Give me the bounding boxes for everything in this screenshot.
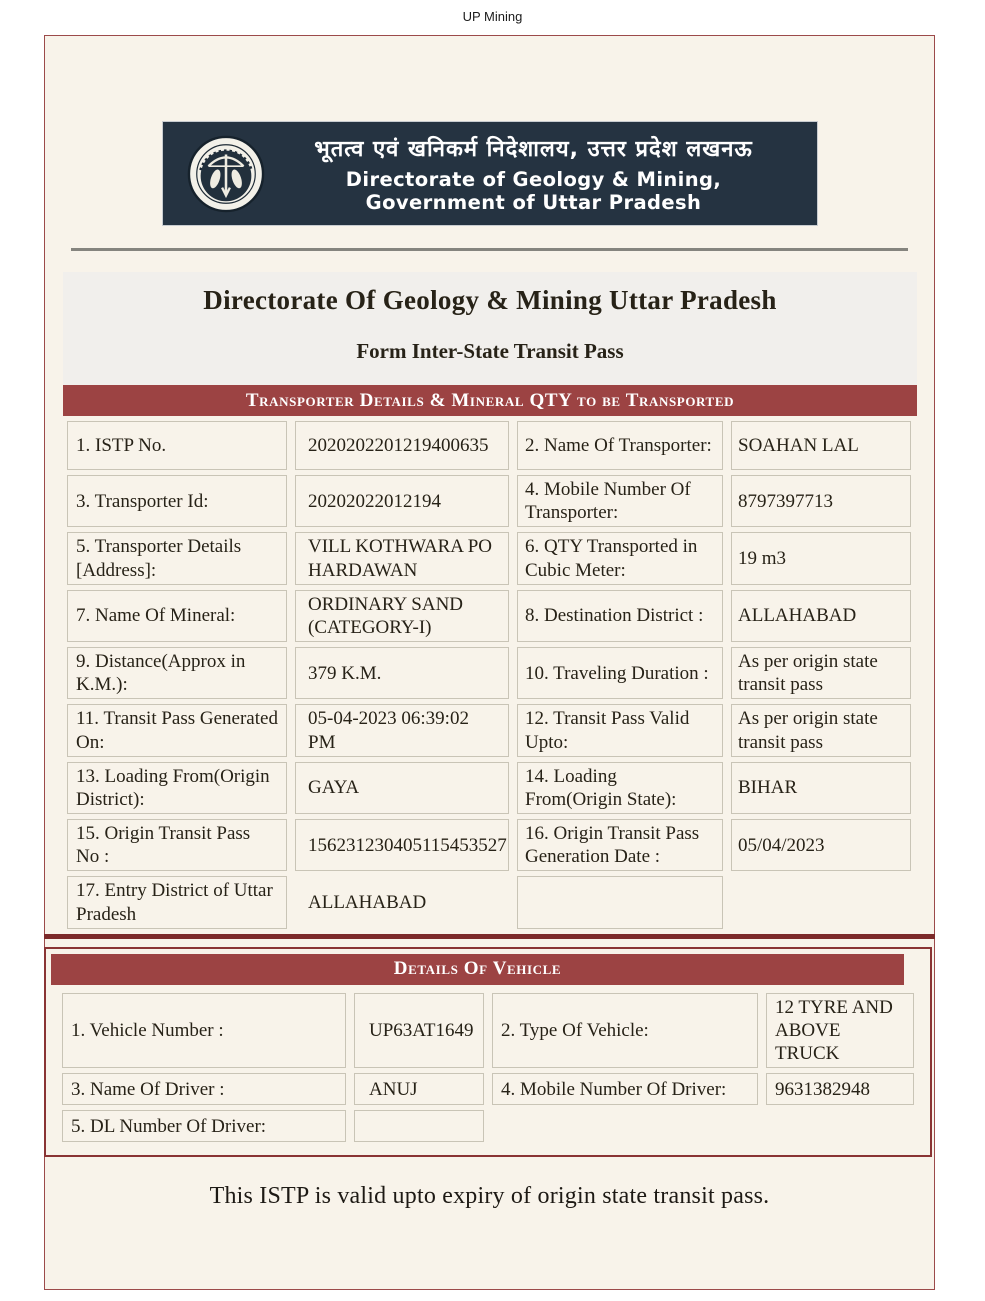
cell-text: 16. Origin Transit Pass Generation Date : xyxy=(525,823,700,868)
banner-text xyxy=(265,133,817,215)
value-cell xyxy=(731,704,911,756)
cell-text: 13. Loading From(Origin District): xyxy=(76,765,270,810)
table-row xyxy=(58,1073,918,1105)
table-row xyxy=(63,876,917,928)
cell-text: 9. Distance(Approx in K.M.): xyxy=(76,651,246,696)
label-cell xyxy=(67,532,287,584)
cell-text: BIHAR xyxy=(738,777,798,799)
cell-text: ORDINARY SAND (CATEGORY-I) xyxy=(308,593,464,638)
label-cell xyxy=(67,475,287,527)
cell-text: 17. Entry District of Uttar Pradesh xyxy=(76,880,273,925)
label-cell xyxy=(517,421,723,470)
table-row xyxy=(63,704,917,756)
cell-text: 19 m3 xyxy=(738,547,787,569)
department-banner xyxy=(162,121,818,226)
label-cell xyxy=(492,1073,758,1105)
label-cell xyxy=(62,1110,346,1142)
page-title: UP Mining xyxy=(462,9,523,24)
value-cell xyxy=(295,876,509,928)
transporter-table xyxy=(63,421,917,929)
cell-text: 3. Transporter Id: xyxy=(76,490,209,512)
transit-pass-sheet xyxy=(44,35,935,1290)
vehicle-section-header: Details Of Vehicle xyxy=(51,954,904,985)
cell-text: SOAHAN LAL xyxy=(738,434,859,456)
cell-text: As per origin state transit pass xyxy=(738,708,878,753)
label-cell xyxy=(517,590,723,642)
vehicle-section xyxy=(44,947,932,1158)
label-cell xyxy=(517,876,723,928)
label-cell xyxy=(67,819,287,871)
label-cell xyxy=(517,762,723,814)
transporter-section-header: Transporter Details & Mineral QTY to be Transported xyxy=(63,385,917,416)
label-cell xyxy=(67,421,287,470)
value-cell xyxy=(731,475,911,527)
cell-text: 05-04-2023 06:39:02 PM xyxy=(308,708,469,753)
label-cell xyxy=(67,876,287,928)
cell-text: 379 K.M. xyxy=(308,662,382,684)
cell-text: 05/04/2023 xyxy=(738,834,825,856)
cell-text: ALLAHABAD xyxy=(738,605,857,627)
label-cell xyxy=(517,704,723,756)
table-row xyxy=(63,590,917,642)
table-row xyxy=(63,647,917,699)
cell-text: 12. Transit Pass Valid Upto: xyxy=(525,708,690,753)
label-cell xyxy=(62,993,346,1069)
value-cell xyxy=(354,993,484,1069)
value-cell xyxy=(731,819,911,871)
cell-text: 5. Transporter Details [Address]: xyxy=(76,536,242,581)
cell-text: As per origin state transit pass xyxy=(738,651,878,696)
document-title: Directorate Of Geology & Mining Uttar Pradesh xyxy=(203,285,777,315)
table-row xyxy=(63,819,917,871)
cell-text: 2. Type Of Vehicle: xyxy=(501,1019,649,1041)
cell-text: 3. Name Of Driver : xyxy=(71,1078,225,1100)
cell-text: 4. Mobile Number Of Transporter: xyxy=(525,479,691,524)
cell-text: 12 TYRE AND ABOVE TRUCK xyxy=(775,996,893,1065)
cell-text: VILL KOTHWARA PO HARDAWAN xyxy=(308,536,493,581)
cell-text: GAYA xyxy=(308,777,360,799)
cell-text: 8. Destination District : xyxy=(525,605,704,627)
value-cell xyxy=(766,1073,914,1105)
value-cell xyxy=(766,993,914,1069)
cell-text: 156231230405115453527 xyxy=(308,834,507,856)
value-cell xyxy=(731,762,911,814)
cell-text: 11. Transit Pass Generated On: xyxy=(76,708,278,753)
up-government-emblem-icon xyxy=(187,135,265,213)
cell-text: 4. Mobile Number Of Driver: xyxy=(501,1078,727,1100)
value-cell xyxy=(295,704,509,756)
form-title: Form Inter-State Transit Pass xyxy=(356,339,624,363)
cell-text: 9631382948 xyxy=(775,1078,870,1100)
value-cell xyxy=(731,590,911,642)
value-cell xyxy=(731,647,911,699)
cell-text: 1. Vehicle Number : xyxy=(71,1019,224,1041)
value-cell xyxy=(295,590,509,642)
cell-text: 2. Name Of Transporter: xyxy=(525,434,712,456)
validity-note: This ISTP is valid upto expiry of origin state transit pass. xyxy=(209,1183,770,1210)
cell-text: 8797397713 xyxy=(738,490,833,512)
cell-text: 10. Traveling Duration : xyxy=(525,662,709,684)
table-row xyxy=(63,532,917,584)
cell-text: ANUJ xyxy=(369,1078,418,1100)
banner-english-title-line2: Government of Uttar Pradesh xyxy=(365,191,702,214)
table-row xyxy=(63,475,917,527)
value-cell xyxy=(731,876,911,928)
label-cell xyxy=(492,1110,758,1142)
table-row xyxy=(63,762,917,814)
label-cell xyxy=(62,1073,346,1105)
banner-hindi-title: भूतत्व एवं खनिकर्म निदेशालय, उत्तर प्रदेश लखनऊ xyxy=(314,136,753,162)
label-cell xyxy=(67,762,287,814)
label-cell xyxy=(517,819,723,871)
cell-text: 15. Origin Transit Pass No : xyxy=(76,823,251,868)
label-cell xyxy=(67,590,287,642)
label-cell xyxy=(67,704,287,756)
title-panel xyxy=(63,272,917,416)
value-cell xyxy=(295,475,509,527)
cell-text: 14. Loading From(Origin State): xyxy=(525,765,677,810)
value-cell xyxy=(295,532,509,584)
value-cell xyxy=(766,1110,914,1142)
value-cell xyxy=(731,532,911,584)
table-row xyxy=(58,1110,918,1142)
value-cell xyxy=(295,421,509,470)
value-cell xyxy=(295,762,509,814)
label-cell xyxy=(517,647,723,699)
label-cell xyxy=(492,993,758,1069)
value-cell xyxy=(354,1110,484,1142)
cell-text: 6. QTY Transported in Cubic Meter: xyxy=(525,536,698,581)
label-cell xyxy=(517,532,723,584)
section-divider xyxy=(44,934,935,939)
cell-text: 20202022012194 xyxy=(308,490,441,512)
cell-text: 5. DL Number Of Driver: xyxy=(71,1115,267,1137)
cell-text: 1. ISTP No. xyxy=(76,434,167,456)
banner-english-title-line1: Directorate of Geology & Mining, xyxy=(345,167,722,191)
label-cell xyxy=(517,475,723,527)
value-cell xyxy=(731,421,911,470)
cell-text: UP63AT1649 xyxy=(369,1019,474,1041)
table-row xyxy=(58,993,918,1069)
cell-text: 2020202201219400635 xyxy=(308,434,489,456)
horizontal-divider xyxy=(71,248,908,251)
value-cell xyxy=(295,819,509,871)
value-cell xyxy=(295,647,509,699)
label-cell xyxy=(67,647,287,699)
table-row xyxy=(63,421,917,470)
value-cell xyxy=(354,1073,484,1105)
vehicle-table xyxy=(58,993,918,1143)
cell-text: ALLAHABAD xyxy=(308,891,427,913)
cell-text: 7. Name Of Mineral: xyxy=(76,605,236,627)
